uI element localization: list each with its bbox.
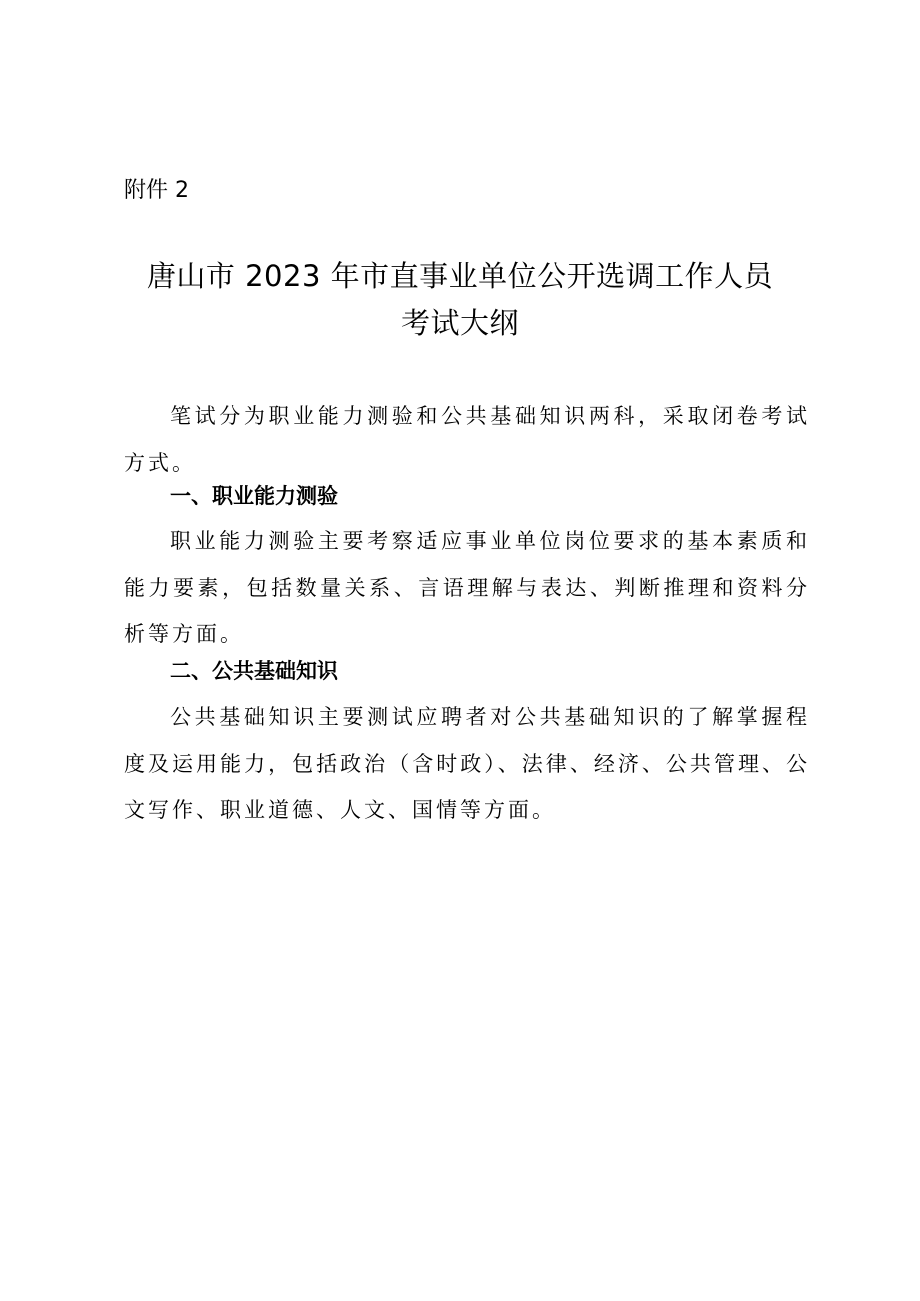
section-body-aptitude-test: 职业能力测验主要考察适应事业单位岗位要求的基本素质和能力要素，包括数量关系、言语理解与表达、判断推理和资料分析等方面。 xyxy=(124,529,810,646)
document-title-line-1: 唐山市 2023 年市直事业单位公开选调工作人员 xyxy=(146,259,774,293)
section-heading-aptitude-test: 一、职业能力测验 xyxy=(170,484,338,508)
section-body-public-knowledge: 公共基础知识主要测试应聘者对公共基础知识的了解掌握程度及运用能力，包括政治（含时政）、法律、经济、公共管理、公文写作、职业道德、人文、国情等方面。 xyxy=(124,705,810,822)
document-title-line-2: 考试大纲 xyxy=(400,306,519,340)
attachment-label: 附件 2 xyxy=(124,178,189,203)
section-heading-public-knowledge: 二、公共基础知识 xyxy=(170,659,338,683)
intro-paragraph: 笔试分为职业能力测验和公共基础知识两科，采取闭卷考试方式。 xyxy=(124,404,810,475)
